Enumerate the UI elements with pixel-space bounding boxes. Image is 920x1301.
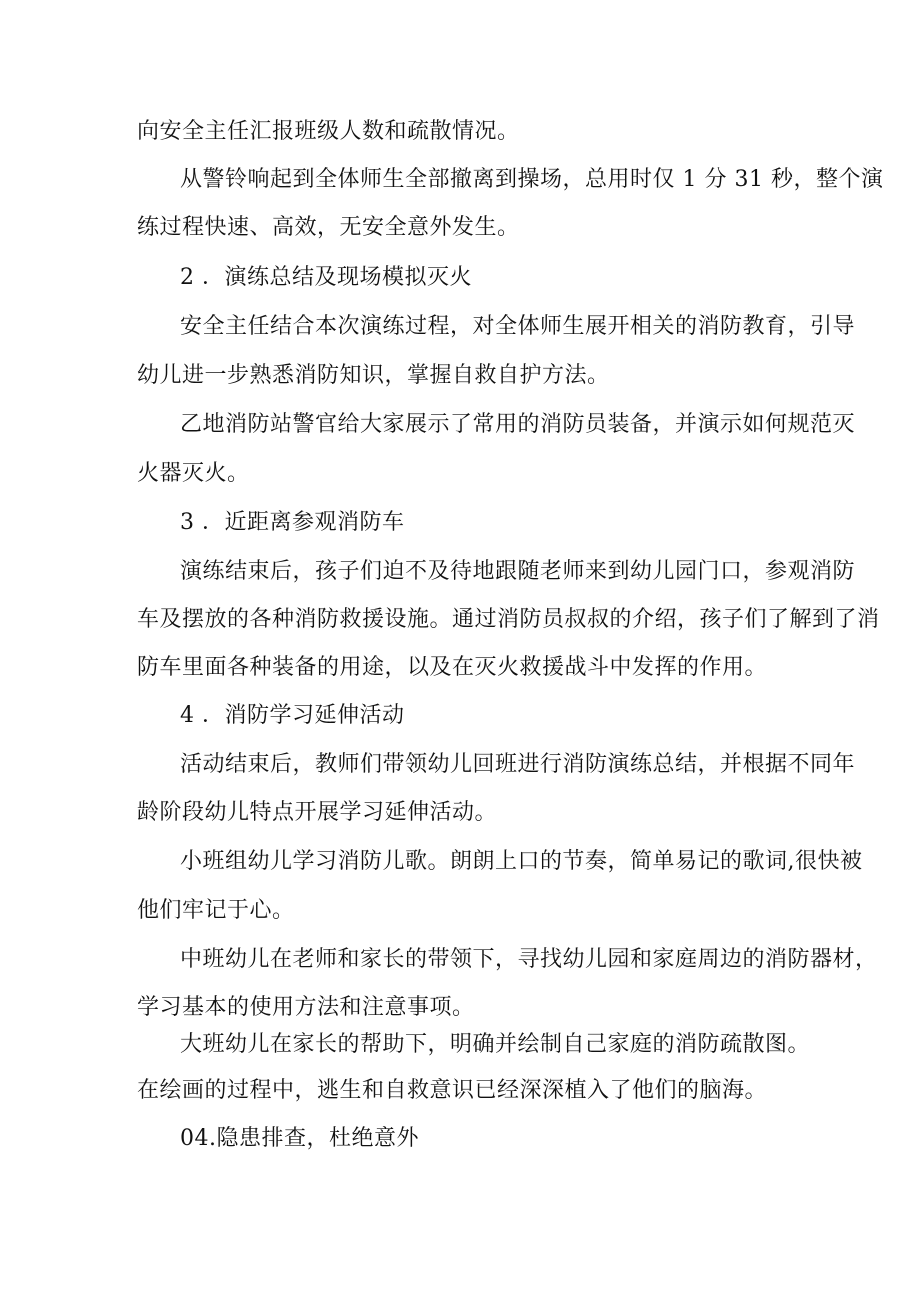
text-line: 练过程快速、高效，无安全意外发生。 [137,215,520,240]
section-heading: 4 ．消防学习延伸活动 [180,703,405,728]
text-line: 演练结束后，孩子们迫不及待地跟随老师来到幼儿园门口，参观消防 [180,559,856,584]
text-line: 向安全主任汇报班级人数和疏散情况。 [137,119,520,144]
text-line: 幼儿进一步熟悉消防知识，掌握自救自护方法。 [137,363,610,388]
text-line: 学习基本的使用方法和注意事项。 [137,995,475,1020]
section-heading: 04.隐患排查，杜绝意外 [180,1126,419,1151]
text-line: 龄阶段幼儿特点开展学习延伸活动。 [137,800,498,825]
text-line: 从警铃响起到全体师生全部撤离到操场，总用时仅 1 分 31 秒，整个演 [180,167,884,192]
text-line: 他们牢记于心。 [137,898,295,923]
text-line: 大班幼儿在家长的帮助下，明确并绘制自己家庭的消防疏散图。 [180,1032,811,1057]
section-heading: 3 ．近距离参观消防车 [180,510,405,535]
text-line: 中班幼儿在老师和家长的带领下，寻找幼儿园和家庭周边的消防器材， [180,947,878,972]
text-line: 小班组幼儿学习消防儿歌。朗朗上口的节奏，简单易记的歌词,很快被 [180,849,863,874]
text-line: 乙地消防站警官给大家展示了常用的消防员装备，并演示如何规范灭 [180,412,856,437]
text-line: 防车里面各种装备的用途，以及在灭火救援战斗中发挥的作用。 [137,655,768,680]
section-heading: 2 ．演练总结及现场模拟灭火 [180,265,472,290]
text-line: 活动结束后，教师们带领幼儿回班进行消防演练总结，并根据不同年 [180,752,856,777]
text-line: 在绘画的过程中，逃生和自救意识已经深深植入了他们的脑海。 [137,1078,768,1103]
text-line: 车及摆放的各种消防救援设施。通过消防员叔叔的介绍，孩子们了解到了消 [137,607,880,632]
text-line: 安全主任结合本次演练过程，对全体师生展开相关的消防教育，引导 [180,314,856,339]
text-line: 火器灭火。 [137,461,250,486]
